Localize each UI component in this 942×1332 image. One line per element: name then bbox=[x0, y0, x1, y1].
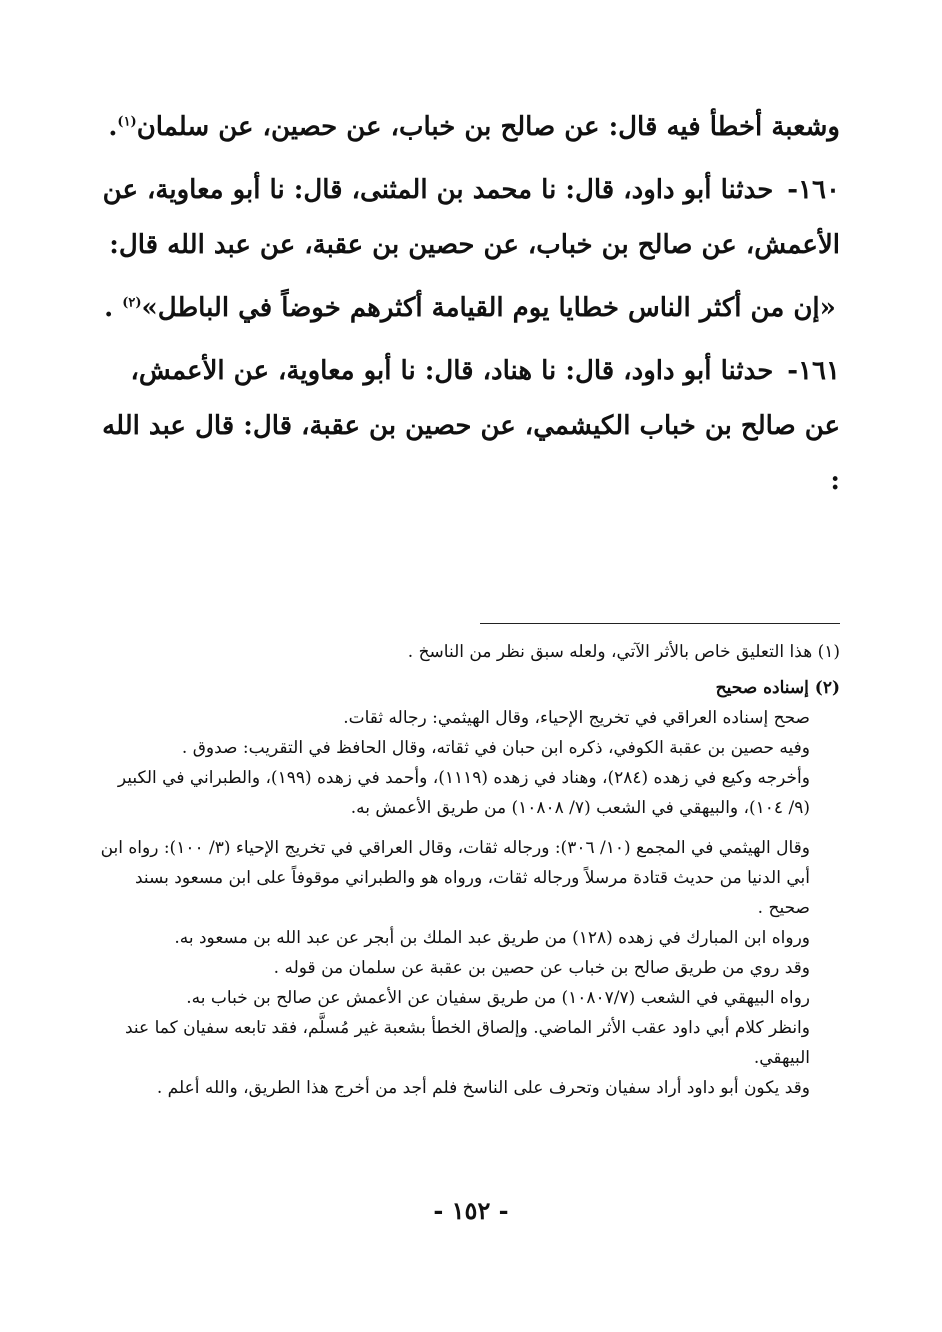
footnote-divider bbox=[480, 623, 840, 624]
hadith-161-text: حدثنا أبو داود، قال: نا هناد، قال: نا أبو معاوية، عن الأعمش، عن صالح بن خباب الكيشمي، عن حصين بن عقبة، قال: قال عبد الله : bbox=[102, 356, 840, 496]
footnote-2-line: ورواه ابن المبارك في زهده (١٢٨) من طريق عبد الملك بن أبجر عن عبد الله بن مسعود به. bbox=[174, 928, 810, 948]
page-number: - ١٥٢ - bbox=[433, 1196, 509, 1225]
footnote-2-heading bbox=[100, 673, 840, 703]
hadith-number-160: ١٦٠- bbox=[787, 175, 840, 205]
footnote-2-line: وفيه حصين بن عقبة الكوفي، ذكره ابن حبان في ثقاته، وقال الحافظ في التقريب: صدوق . bbox=[181, 738, 810, 758]
footnote-2-line: وأخرجه وكيع في زهده (٢٨٤)، وهناد في زهده (١١١٩)، وأحمد في زهده (١٩٩)، والطبراني في الكبير (٩/ ١٠٤)، والبيهقي في الشعب (٧/ ١٠٨٠٨) من طريق الأعمش به. bbox=[117, 768, 810, 818]
footnote-2-line: وانظر كلام أبي داود عقب الأثر الماضي. وإلصاق الخطأ بشعبة غير مُسلَّم، فقد تابعه سفيان كما عند البيهقي. bbox=[124, 1018, 810, 1068]
footnote-2-line: وقد يكون أبو داود أراد سفيان وتحرف على الناسخ فلم أجد من أخرج هذا الطريق، والله أعلم . bbox=[156, 1078, 810, 1098]
footnote-ref-1: (١) bbox=[117, 114, 137, 130]
footnote-ref-2: (٢) bbox=[122, 295, 142, 311]
paragraph-1: وشعبة أخطأ فيه قال: عن صالح بن خباب، عن حصين، عن سلمان$^{(١)}$. bbox=[108, 112, 840, 142]
paragraph-1-text: وشعبة أخطأ فيه قال: عن صالح بن خباب، عن حصين، عن سلمان bbox=[136, 112, 840, 142]
footnote-2-line: صحح إسناده العراقي في تخريج الإحياء، وقال الهيثمي: رجاله ثقات. bbox=[343, 708, 810, 728]
hadith-160 bbox=[100, 163, 840, 273]
hadith-160-text: حدثنا أبو داود، قال: نا محمد بن المثنى، قال: نا أبو معاوية، عن الأعمش، عن صالح بن خباب، عن حصين بن عقبة، عن عبد الله قال: bbox=[102, 175, 840, 260]
hadith-quote: «إن من أكثر الناس خطايا يوم القيامة أكثرهم خوضاً في الباطل»$^{(٢)}$ . bbox=[104, 293, 836, 323]
hadith-quote-text: «إن من أكثر الناس خطايا يوم القيامة أكثرهم خوضاً في الباطل» bbox=[141, 293, 836, 323]
footnote-2-line: وقد روي من طريق صالح بن خباب عن حصين بن عقبة عن سلمان من قوله . bbox=[273, 958, 810, 978]
footnote-1: (١) هذا التعليق خاص بالأثر الآتي، ولعله سبق نظر من الناسخ . bbox=[407, 642, 840, 662]
book-page bbox=[100, 100, 840, 1098]
footnote-2-label: (٢) إسناده صحيح bbox=[715, 678, 840, 698]
main-text bbox=[100, 100, 840, 509]
footnote-2-line: وقال الهيثمي في المجمع (١٠/ ٣٠٦): ورجاله ثقات، وقال العراقي في تخريج الإحياء (٣/ ١٠٠): رواه ابن أبي الدنيا من حديث قتادة مرسلاً ورجاله ثقات، ورواه هو والطبراني موقوفاً على ابن مسعود بسند صحيح . bbox=[100, 838, 810, 918]
footnotes bbox=[100, 637, 840, 1103]
hadith-number-161: ١٦١- bbox=[787, 356, 840, 386]
hadith-161 bbox=[100, 344, 840, 509]
footnote-2-line: رواه البيهقي في الشعب (١٠٨٠٧/٧) من طريق سفيان عن الأعمش عن صالح بن خباب به. bbox=[186, 988, 810, 1008]
